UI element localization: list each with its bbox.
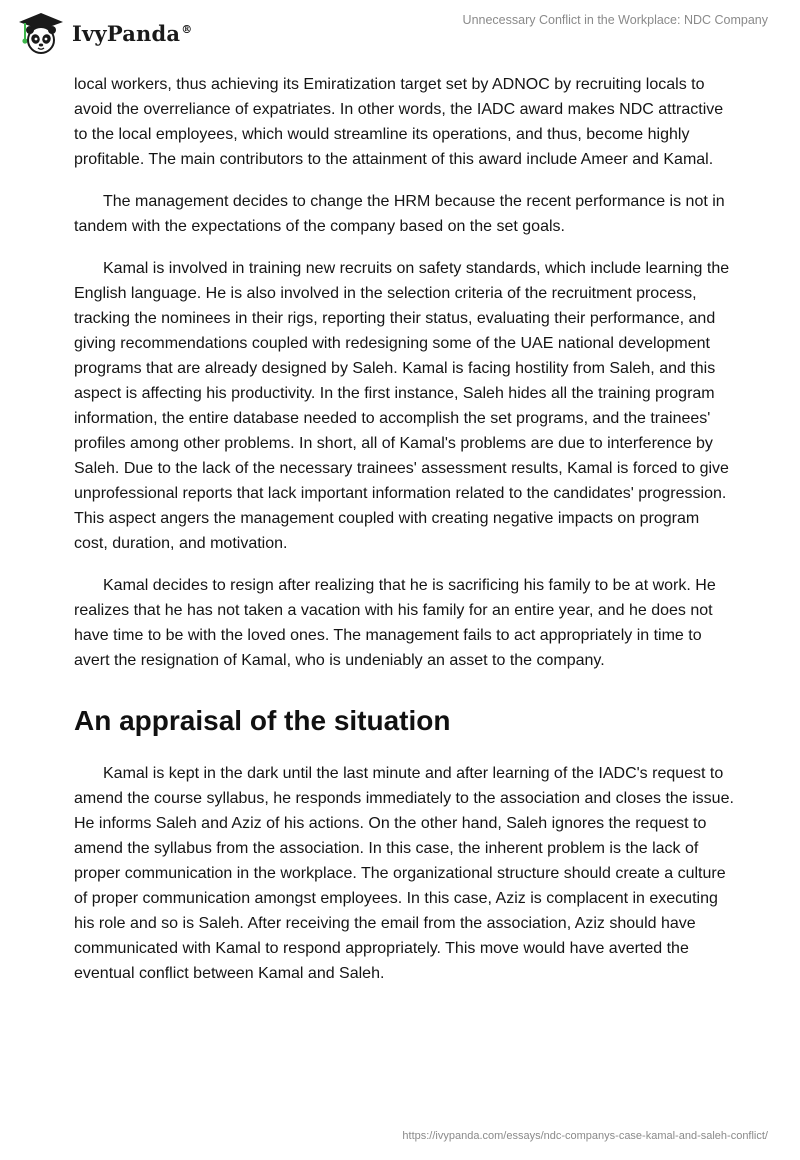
- paragraph: Kamal is kept in the dark until the last minute and after learning of the IADC's request to amend the course syllabus, he responds immediately to the association and closes the issue. He informs Saleh and Aziz of his actions. On the other hand, Saleh ignores the request to amend the syllabus from the association. In this case, the inherent problem is the lack of proper communication in the workplace. The organizational structure should create a culture of proper communication amongst employees. In this case, Aziz is complacent in executing his role and so is Saleh. After receiving the email from the association, Aziz should have communicated with Kamal to respond appropriately. This move would have averted the eventual conflict between Kamal and Saleh.: [74, 765, 734, 982]
- document-title: Unnecessary Conflict in the Workplace: NDC Company: [462, 13, 768, 27]
- paragraph: Kamal is involved in training new recruits on safety standards, which include learning the English language. He is also involved in the selection criteria of the recruitment process, tracking the nominees in their rigs, reporting their status, evaluating their performance, and giving recommendations coupled with redesigning some of the UAE national development programs that are already designed by Saleh. Kamal is facing hostility from Saleh, and this aspect is affecting his productivity. In the first instance, Saleh hides all the training program information, the entire database needed to accomplish the set programs, and the trainees' profiles among other problems. In short, all of Kamal's problems are due to interference by Saleh. Due to the lack of the necessary trainees' assessment results, Kamal is forced to give unprofessional reports that lack important information related to the candidates' progression. This aspect angers the management coupled with creating negative impacts on program cost, duration, and motivation.: [74, 260, 730, 552]
- paragraph: The management decides to change the HRM because the recent performance is not in tandem with the expectations of the company based on the set goals.: [74, 193, 725, 235]
- panda-graduate-icon: [16, 11, 66, 55]
- paragraph: Kamal decides to resign after realizing that he is sacrificing his family to be at work. He realizes that he has not taken a vacation with his family for an entire year, and he does not have time to be with the loved ones. The management fails to act appropriately in time to avert the resignation of Kamal, who is undeniably an asset to the company.: [74, 577, 716, 669]
- brand-name: [72, 21, 192, 46]
- section-heading: An appraisal of the situation: [74, 705, 451, 736]
- essay-content: [74, 72, 734, 1003]
- ivypanda-logo[interactable]: [16, 10, 192, 56]
- paragraph: local workers, thus achieving its Emiratization target set by ADNOC by recruiting locals to avoid the overreliance of expatriates. In other words, the IADC award makes NDC attractive to the local employees, which would streamline its operations, and thus, become highly profitable. The main contributors to the attainment of this award include Ameer and Kamal.: [74, 76, 724, 168]
- registered-mark: ®: [181, 22, 193, 36]
- page-header: [0, 0, 800, 66]
- source-url[interactable]: https://ivypanda.com/essays/ndc-companys-case-kamal-and-saleh-conflict/: [402, 1130, 768, 1142]
- brand-text: IvyPanda: [72, 20, 181, 46]
